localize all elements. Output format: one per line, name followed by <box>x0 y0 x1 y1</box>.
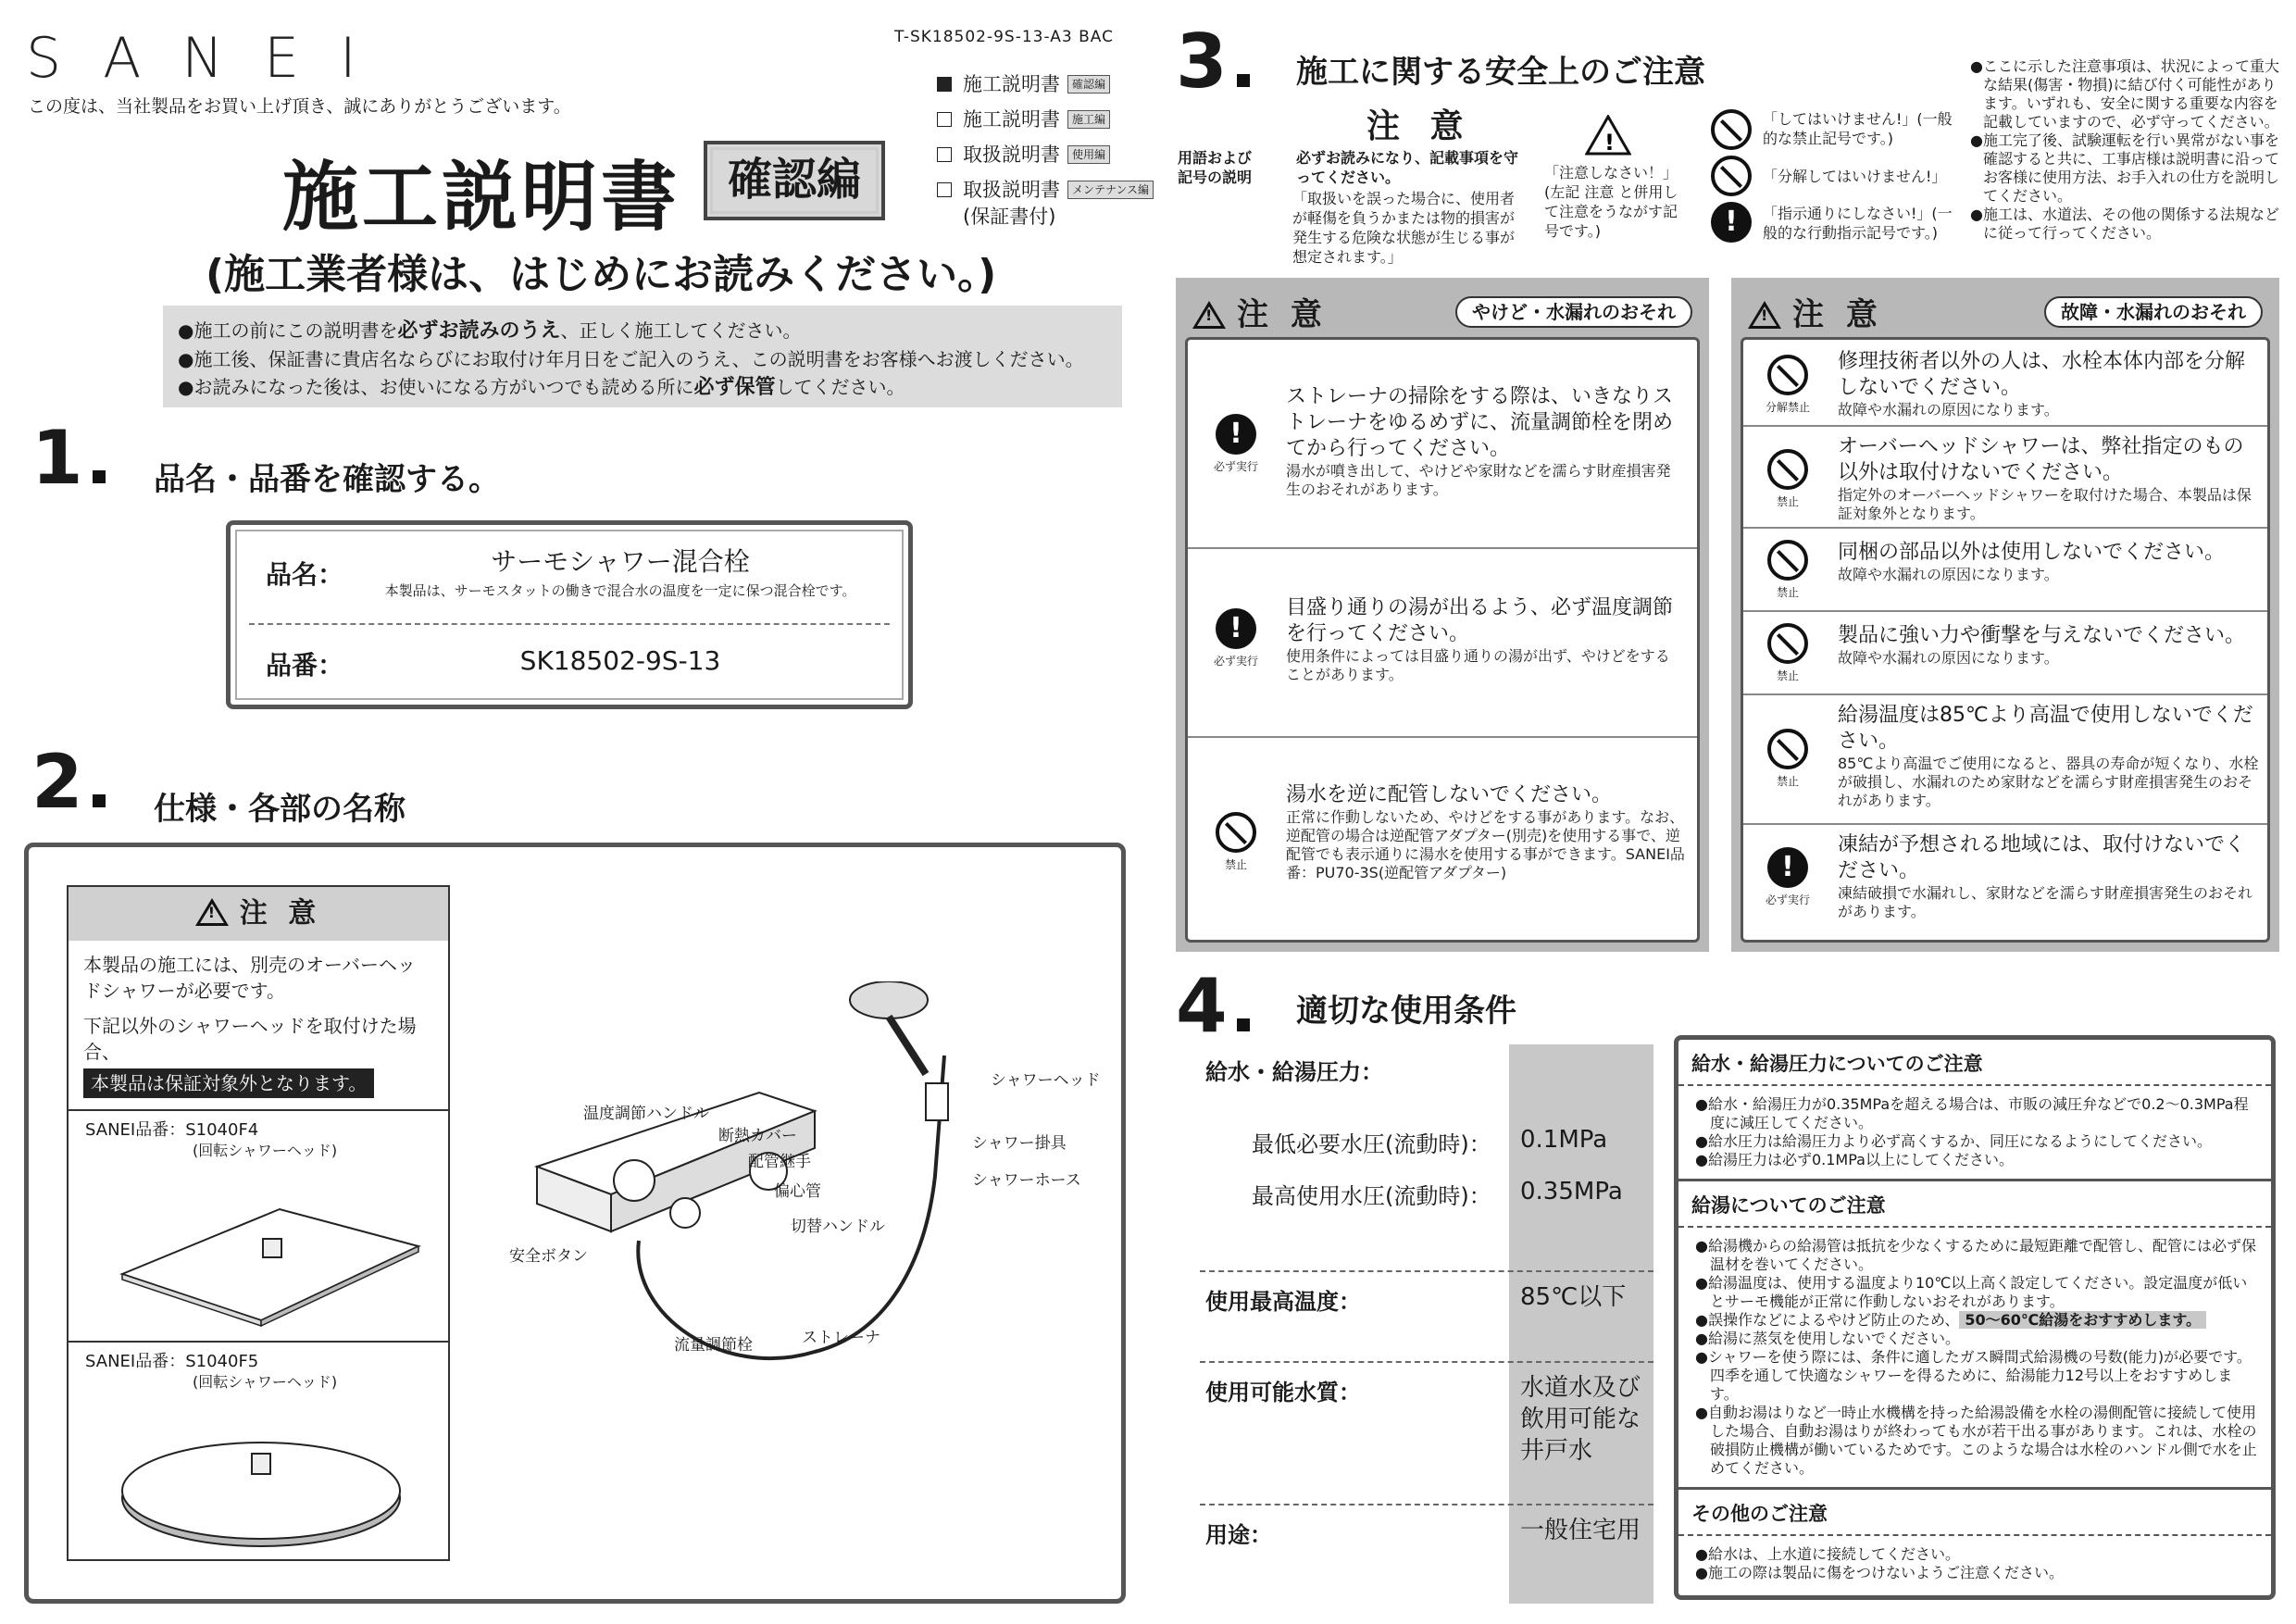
must-read-text: 必ずお読みになり、記載事項を守ってください。 <box>1296 149 1519 186</box>
product-code: SK18502-9S-13 <box>519 645 721 676</box>
panel-header: !注 意 <box>1748 289 1883 334</box>
product-desc: 本製品は、サーモスタットの働きで混合水の温度を一定に保つ混合栓です。 <box>384 582 856 599</box>
label-shower-hose: シャワーホース <box>972 1171 1081 1190</box>
caution-desc: 「取扱いを誤った場合に、使用者が軽傷を負うかまたは物的損害が発生する危険な状態が生じる事が想定されます。」 <box>1292 190 1516 266</box>
square-shower-head-icon <box>85 1172 437 1330</box>
mandatory-icon: ! <box>1216 414 1256 455</box>
label-shower-head: シャワーヘッド <box>991 1071 1101 1090</box>
checklist-tag: 使用編 <box>1067 145 1110 164</box>
triangle-desc: 「注意しなさい！」(左記 注意 と併用して注意をうながす記号です。) <box>1544 164 1678 240</box>
condition-label: 給水・給湯圧力： <box>1205 1059 1383 1085</box>
safety-note: ●ここに示した注意事項は、状況によって重大な結果(傷害・物損)に結び付く可能性があります。いずれも、安全に関する重要な内容を記載していますので、必ず守ってください。 <box>1970 57 2279 131</box>
caution-item <box>1743 825 2267 940</box>
mandatory-icon: ! <box>1767 847 1808 888</box>
condition-label: 使用最高温度： <box>1205 1289 1361 1315</box>
no-disassembly-icon <box>1767 355 1808 395</box>
document-number: T-SK18502-9S-13-A3 BAC <box>894 28 1114 46</box>
unchecked-box-icon <box>937 147 952 162</box>
unchecked-box-icon <box>937 182 952 197</box>
condition-label: 使用可能水質： <box>1205 1380 1361 1405</box>
note-item: ● 給水圧力は給湯圧力より必ず高くするか、同圧になるようにしてください。 <box>1695 1132 2258 1151</box>
note-item: ● シャワーを使う際には、条件に適したガス瞬間式給湯機の号数(能力)が必要です。四季を通して快適なシャワーを得るために、給湯能力12号以上をおすすめします。 <box>1695 1348 2258 1404</box>
icon-label: 必ず実行 <box>1213 655 1258 668</box>
note-item: ● 給水は、上水道に接続してください。 <box>1695 1545 2258 1564</box>
safety-note: ●施工完了後、試験運転を行い異常がない事を確認すると共に、工事店様は説明書に沿ってお客様に使用方法、お手入れの仕方を説明してください。 <box>1970 131 2280 205</box>
usage-notes-box <box>1674 1035 2276 1600</box>
checklist-item <box>937 102 1154 137</box>
page-subtitle: (施工業者様は、はじめにお読みください。) <box>206 251 997 298</box>
product-name: サーモシャワー混合栓 <box>491 546 750 577</box>
caution-item <box>1743 612 2267 695</box>
section-title: 適切な使用条件 <box>1296 993 1516 1030</box>
part-s1040f4 <box>69 1109 448 1341</box>
notes-title: 給湯についてのご注意 <box>1678 1181 2271 1228</box>
caution-item <box>1743 695 2267 825</box>
label-temp-handle: 温度調節ハンドル <box>583 1105 709 1123</box>
caution-highlight: 本製品は保証対象外となります。 <box>83 1068 374 1098</box>
icon-label: 禁止 <box>1776 586 1799 599</box>
label-flow-valve: 流量調節栓 <box>674 1336 753 1355</box>
page-title: 施工説明書 <box>282 154 681 242</box>
section-number: 4 <box>1176 963 1250 1049</box>
caution-panel-failure <box>1731 278 2279 952</box>
caution-text: 同梱の部品以外は使用しないでください。 故障や水漏れの原因になります。 <box>1838 541 2226 583</box>
icon-label: 禁止 <box>1776 495 1799 508</box>
caution-item <box>1743 340 2267 427</box>
warning-triangle-icon <box>195 898 229 926</box>
caution-text: 修理技術者以外の人は、水栓本体内部を分解しないでください。 故障や水漏れの原因になります。 <box>1838 350 2246 418</box>
icon-label: 禁止 <box>1776 775 1799 788</box>
divider <box>249 623 890 625</box>
manual-checklist <box>937 67 1154 231</box>
condition-row <box>1200 1270 1653 1361</box>
prohibited-icon <box>1767 729 1808 769</box>
caution-text: 下記以外のシャワーヘッドを取付けた場合、 <box>83 1015 417 1063</box>
caution-text: 本製品の施工には、別売のオーバーヘッドシャワーが必要です。 <box>83 954 416 1002</box>
section-number: 1 <box>31 415 106 501</box>
checklist-tag: 施工編 <box>1067 110 1110 129</box>
condition-value: 85℃以下 <box>1520 1283 1627 1311</box>
label-safety-button: 安全ボタン <box>509 1247 588 1266</box>
condition-value: 一般住宅用 <box>1520 1517 1641 1544</box>
caution-body <box>69 941 448 1109</box>
condition-row <box>1200 1361 1653 1504</box>
checklist-label: 取扱説明書 <box>963 144 1060 166</box>
condition-row <box>1200 1504 1653 1604</box>
caution-text: 目盛り通りの湯が出るよう、必ず温度調節を行ってください。 使用条件によっては目盛り通りの湯が出ず、やけどをすることがあります。 <box>1286 596 1674 683</box>
checklist-sub: (保証書付) <box>963 206 1056 228</box>
checked-box-icon <box>937 77 952 92</box>
prohibited-icon <box>1711 109 1752 150</box>
label-shower-hook: シャワー掛具 <box>972 1134 1067 1153</box>
note-item: ● 給湯機からの給湯管は抵抗を少なくするために最短距離で配管し、配管には必ず保温材を巻いてください。 <box>1695 1237 2258 1274</box>
note-item: ● 給湯圧力は必ず0.1MPa以上にしてください。 <box>1695 1151 2258 1169</box>
condition-sublabel: 最高使用水圧(流動時)： <box>1252 1183 1491 1209</box>
round-shower-head-icon <box>85 1398 437 1555</box>
notice-line: ●施工後、保証書に貴店名ならびにお取付け年月日をご記入のうえ、この説明書をお客様へお渡しください。 <box>178 348 1084 370</box>
product-info-box <box>226 520 913 709</box>
note-item: ● 給湯温度は、使用する温度より10℃以上高く設定してください。設定温度が低いとサーモ機能が正常に作動しないおそれがあります。 <box>1695 1274 2258 1311</box>
recommend-highlight: 50〜60℃給湯をおすすめします。 <box>1959 1311 2206 1329</box>
caution-item <box>1743 427 2267 529</box>
panel-body <box>1185 337 1700 943</box>
prohibited-icon <box>1767 623 1808 664</box>
icon-label: 分解禁止 <box>1765 401 1810 414</box>
notes-block <box>1678 1490 2271 1592</box>
notes-title: その他のご注意 <box>1678 1490 2271 1536</box>
warning-triangle-icon <box>1585 115 1631 156</box>
caution-item <box>1188 738 1697 945</box>
label-eccentric: 偏心管 <box>774 1182 821 1201</box>
part-code: SANEI品番：S1040F5 <box>85 1352 259 1371</box>
condition-row <box>1200 1044 1653 1267</box>
warning-triangle-icon <box>1748 301 1781 329</box>
prohibited-icon <box>1216 812 1256 853</box>
condition-value: 0.1MPa <box>1520 1126 1608 1154</box>
caution-item <box>1188 340 1697 549</box>
section-title: 施工に関する安全上のご注意 <box>1296 54 1705 91</box>
section-title: 品名・品番を確認する。 <box>154 461 500 498</box>
section-title: 仕様・各部の名称 <box>154 791 406 828</box>
condition-value: 水道水及び飲用可能な井戸水 <box>1520 1374 1641 1465</box>
checklist-label: 施工説明書 <box>963 108 1060 131</box>
checklist-tag: メンテナンス編 <box>1067 181 1154 199</box>
prohibited-icon <box>1767 540 1808 581</box>
notes-block <box>1678 1040 2271 1181</box>
panel-pill: 故障・水漏れのおそれ <box>2044 296 2263 328</box>
symbol-disassembly-desc: 「分解してはいけません!」 <box>1763 168 1947 185</box>
icon-label: 禁止 <box>1776 669 1799 682</box>
label-strainer: ストレーナ <box>802 1329 880 1347</box>
notes-block <box>1678 1181 2271 1490</box>
checklist-item <box>937 172 1154 207</box>
note-item: ● 自動お湯はりなど一時止水機構を持った給湯設備を水栓の湯側配管に接続して使用した場合、自動お湯はりが終わっても水が若干出る事があります。これは、水栓の破損防止機構が働いているためです。このような場合は水栓のハンドル側で水を止めてください。 <box>1695 1404 2258 1478</box>
icon-label: 必ず実行 <box>1765 893 1810 906</box>
svg-text:!: ! <box>1604 130 1615 156</box>
usage-label: 用語および記号の説明 <box>1178 149 1253 186</box>
caution-text: オーバーヘッドシャワーは、弊社指定のもの以外は取付けないでください。 指定外のオーバーヘッドシャワーを取付けた場合、本製品は保証対象外となります。 <box>1838 435 2252 522</box>
usage-conditions-table <box>1200 1044 1653 1604</box>
note-item: ● 誤操作などによるやけど防止のため、 50〜60℃給湯をおすすめします。 <box>1695 1311 2258 1330</box>
checklist-label: 取扱説明書 <box>963 179 1060 201</box>
checklist-item <box>937 137 1154 172</box>
symbol-mandatory-desc: 「指示通りにしなさい!」(一般的な行動指示記号です。) <box>1763 205 1953 242</box>
notice-line: ●お読みになった後は、お使いになる方がいつでも読める所に必ず保管してください。 <box>178 376 905 399</box>
note-item: ● 施工の際は製品に傷をつけないようご注意ください。 <box>1695 1564 2258 1582</box>
title-tag: 確認編 <box>704 141 885 220</box>
caution-item <box>1188 549 1697 738</box>
unchecked-box-icon <box>937 112 952 127</box>
section-number: 3 <box>1176 19 1250 105</box>
product-name-label: 品名： <box>266 559 344 590</box>
label-heat-cover: 断熱カバー <box>718 1127 797 1145</box>
checklist-label: 施工説明書 <box>963 73 1060 95</box>
note-item: ● 給湯に蒸気を使用しないでください。 <box>1695 1330 2258 1348</box>
no-disassembly-icon <box>1711 156 1752 196</box>
condition-label: 用途： <box>1205 1522 1272 1548</box>
caution-box <box>67 885 450 1561</box>
mandatory-icon: ! <box>1711 202 1752 243</box>
faucet-diagram <box>500 981 1111 1389</box>
condition-value: 0.35MPa <box>1520 1178 1623 1206</box>
caution-text: ストレーナの掃除をする際は、いきなりストレーナをゆるめずに、流量調節栓を閉めてから行ってください。 湯水が噴き出して、やけどや家財などを濡らす財産損害発生のおそれがあります。 <box>1286 385 1674 498</box>
part-desc: (回転シャワーヘッド) <box>193 1373 338 1391</box>
note-item: ● 給水・給湯圧力が0.35MPaを超える場合は、市販の減圧弁などで0.2〜0.3MPa程度に減圧してください。 <box>1695 1095 2258 1132</box>
part-s1040f5 <box>69 1341 448 1563</box>
notice-line: ●施工の前にこの説明書を必ずお読みのうえ、正しく施工してください。 <box>178 319 802 343</box>
mandatory-icon: ! <box>1216 608 1256 649</box>
product-code-label: 品番： <box>266 650 344 681</box>
safety-note: ●施工は、水道法、その他の関係する法規などに従って行ってください。 <box>1970 206 2279 242</box>
label-pipe-joint: 配管継手 <box>748 1153 811 1171</box>
caution-panel-burn <box>1176 278 1709 952</box>
part-desc: (回転シャワーヘッド) <box>193 1142 338 1159</box>
icon-label: 必ず実行 <box>1213 460 1258 473</box>
prohibited-icon <box>1767 449 1808 490</box>
caution-text: 給湯温度は85℃より高温で使用しないでください。 85℃より高温でご使用になると、器具の寿命が短くなり、水栓が破損し、水漏れのため家財などを濡らす財産損害発生のおそれがあります。 <box>1838 704 2259 809</box>
caution-text: 湯水を逆に配管しないでください。 正常に作動しないため、やけどをする事があります。なお、逆配管の場合は逆配管アダプター(別売)を使用する事で、逆配管でも表示通りに湯水を使用する事ができます。SANEI品番：PU70-3S(逆配管アダプター) <box>1286 783 1685 881</box>
checklist-tag: 確認編 <box>1067 75 1110 94</box>
section-number: 2 <box>31 739 106 825</box>
icon-label: 禁止 <box>1224 858 1247 871</box>
caution-item <box>1743 529 2267 612</box>
condition-sublabel: 最低必要水圧(流動時)： <box>1252 1131 1491 1157</box>
safety-notes <box>1970 57 2281 243</box>
caution-text: 製品に強い力や衝撃を与えないでください。 故障や水漏れの原因になります。 <box>1838 624 2246 667</box>
symbol-prohibit-desc: 「してはいけません!」(一般的な禁止記号です。) <box>1763 110 1953 147</box>
notes-title: 給水・給湯圧力についてのご注意 <box>1678 1040 2271 1086</box>
warning-triangle-icon <box>1192 301 1226 329</box>
notice-box <box>163 306 1122 407</box>
brand-logo: SANEI <box>26 26 397 91</box>
caution-text: 凍結が予想される地域には、取付けないでください。 凍結破損で水漏れし、家財などを濡らす財産損害発生のおそれがあります。 <box>1838 833 2253 920</box>
label-switch-handle: 切替ハンドル <box>791 1218 885 1236</box>
caution-header: !注 意 <box>69 887 448 941</box>
panel-body <box>1741 337 2270 943</box>
panel-pill: やけど・水漏れのおそれ <box>1455 296 1692 328</box>
thanks-text: この度は、当社製品をお買い上げ頂き、誠にありがとうございます。 <box>28 96 571 117</box>
panel-header: !注 意 <box>1192 289 1328 334</box>
part-code: SANEI品番：S1040F4 <box>85 1120 259 1140</box>
caution-word: 注 意 <box>1366 107 1473 145</box>
checklist-item <box>937 67 1154 102</box>
